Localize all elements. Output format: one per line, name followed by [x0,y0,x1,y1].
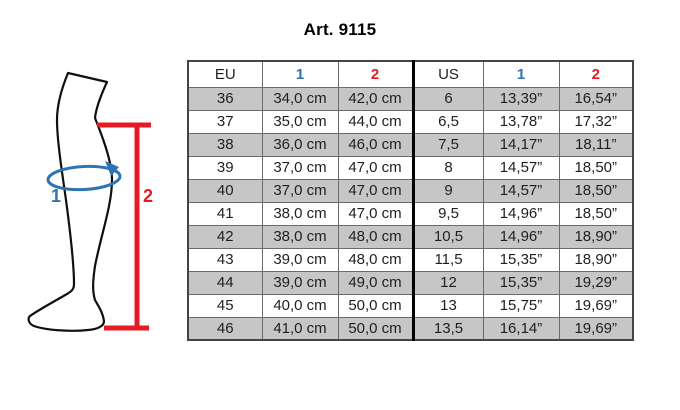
table-cell: 37 [188,110,262,133]
table-cell: 38 [188,133,262,156]
table-cell: 47,0 cm [338,179,413,202]
table-cell: 17,32” [559,110,633,133]
table-cell: 39,0 cm [262,271,338,294]
table-cell: 18,90” [559,225,633,248]
table-row [188,248,633,271]
table-cell: 50,0 cm [338,317,413,340]
table-cell: 7,5 [413,133,483,156]
table-cell: 38,0 cm [262,225,338,248]
table-cell: 36 [188,87,262,110]
table-row [188,179,633,202]
table-cell: 18,11” [559,133,633,156]
table-cell: 48,0 cm [338,225,413,248]
table-cell: 13,39” [483,87,559,110]
table-cell: 19,69” [559,294,633,317]
table-cell: 35,0 cm [262,110,338,133]
table-cell: 47,0 cm [338,202,413,225]
table-cell: 6,5 [413,110,483,133]
table-cell: 9 [413,179,483,202]
table-cell: 18,50” [559,156,633,179]
table-cell: 40 [188,179,262,202]
table-row [188,202,633,225]
table-cell: 12 [413,271,483,294]
table-cell: 15,75” [483,294,559,317]
table-row [188,225,633,248]
table-cell: 10,5 [413,225,483,248]
table-cell: 11,5 [413,248,483,271]
table-cell: 14,57” [483,156,559,179]
table-cell: 47,0 cm [338,156,413,179]
table-cell: 39 [188,156,262,179]
table-cell: 18,90” [559,248,633,271]
column-header-circumference-in: 1 [483,61,559,87]
table-cell: 16,14” [483,317,559,340]
table-cell: 40,0 cm [262,294,338,317]
table-cell: 41 [188,202,262,225]
table-cell: 8 [413,156,483,179]
table-cell: 18,50” [559,202,633,225]
table-cell: 9,5 [413,202,483,225]
column-header-height-cm: 2 [338,61,413,87]
column-header-height-in: 2 [559,61,633,87]
table-cell: 14,17” [483,133,559,156]
circumference-label: 1 [50,186,62,206]
table-row [188,87,633,110]
table-body [188,87,633,340]
table-cell: 41,0 cm [262,317,338,340]
table-row [188,156,633,179]
table-row [188,317,633,340]
height-label: 2 [142,186,154,206]
table-cell: 14,96” [483,202,559,225]
table-cell: 46,0 cm [338,133,413,156]
table-cell: 42 [188,225,262,248]
leg-measurement-diagram [0,0,185,410]
table-cell: 39,0 cm [262,248,338,271]
table-row [188,133,633,156]
table-cell: 42,0 cm [338,87,413,110]
table-cell: 50,0 cm [338,294,413,317]
table-cell: 49,0 cm [338,271,413,294]
table-cell: 48,0 cm [338,248,413,271]
table-cell: 13 [413,294,483,317]
table-cell: 45 [188,294,262,317]
table-cell: 6 [413,87,483,110]
table-cell: 36,0 cm [262,133,338,156]
column-header-eu: EU [188,61,262,87]
table-cell: 16,54” [559,87,633,110]
table-cell: 19,29” [559,271,633,294]
table-cell: 38,0 cm [262,202,338,225]
table-cell: 15,35” [483,248,559,271]
table-row [188,110,633,133]
table-cell: 34,0 cm [262,87,338,110]
table-cell: 44 [188,271,262,294]
table-cell: 43 [188,248,262,271]
leg-outline [29,73,112,331]
page-title: Art. 9115 [303,20,377,39]
table-cell: 37,0 cm [262,179,338,202]
table-cell: 37,0 cm [262,156,338,179]
column-header-circumference-cm: 1 [262,61,338,87]
table-cell: 44,0 cm [338,110,413,133]
table-cell: 14,96” [483,225,559,248]
table-row [188,294,633,317]
table-cell: 46 [188,317,262,340]
table-cell: 15,35” [483,271,559,294]
table-cell: 18,50” [559,179,633,202]
header-row [188,61,633,87]
table-cell: 19,69” [559,317,633,340]
size-chart-table [187,60,634,341]
table-cell: 14,57” [483,179,559,202]
table-row [188,271,633,294]
table-cell: 13,78” [483,110,559,133]
column-header-us: US [413,61,483,87]
table-cell: 13,5 [413,317,483,340]
